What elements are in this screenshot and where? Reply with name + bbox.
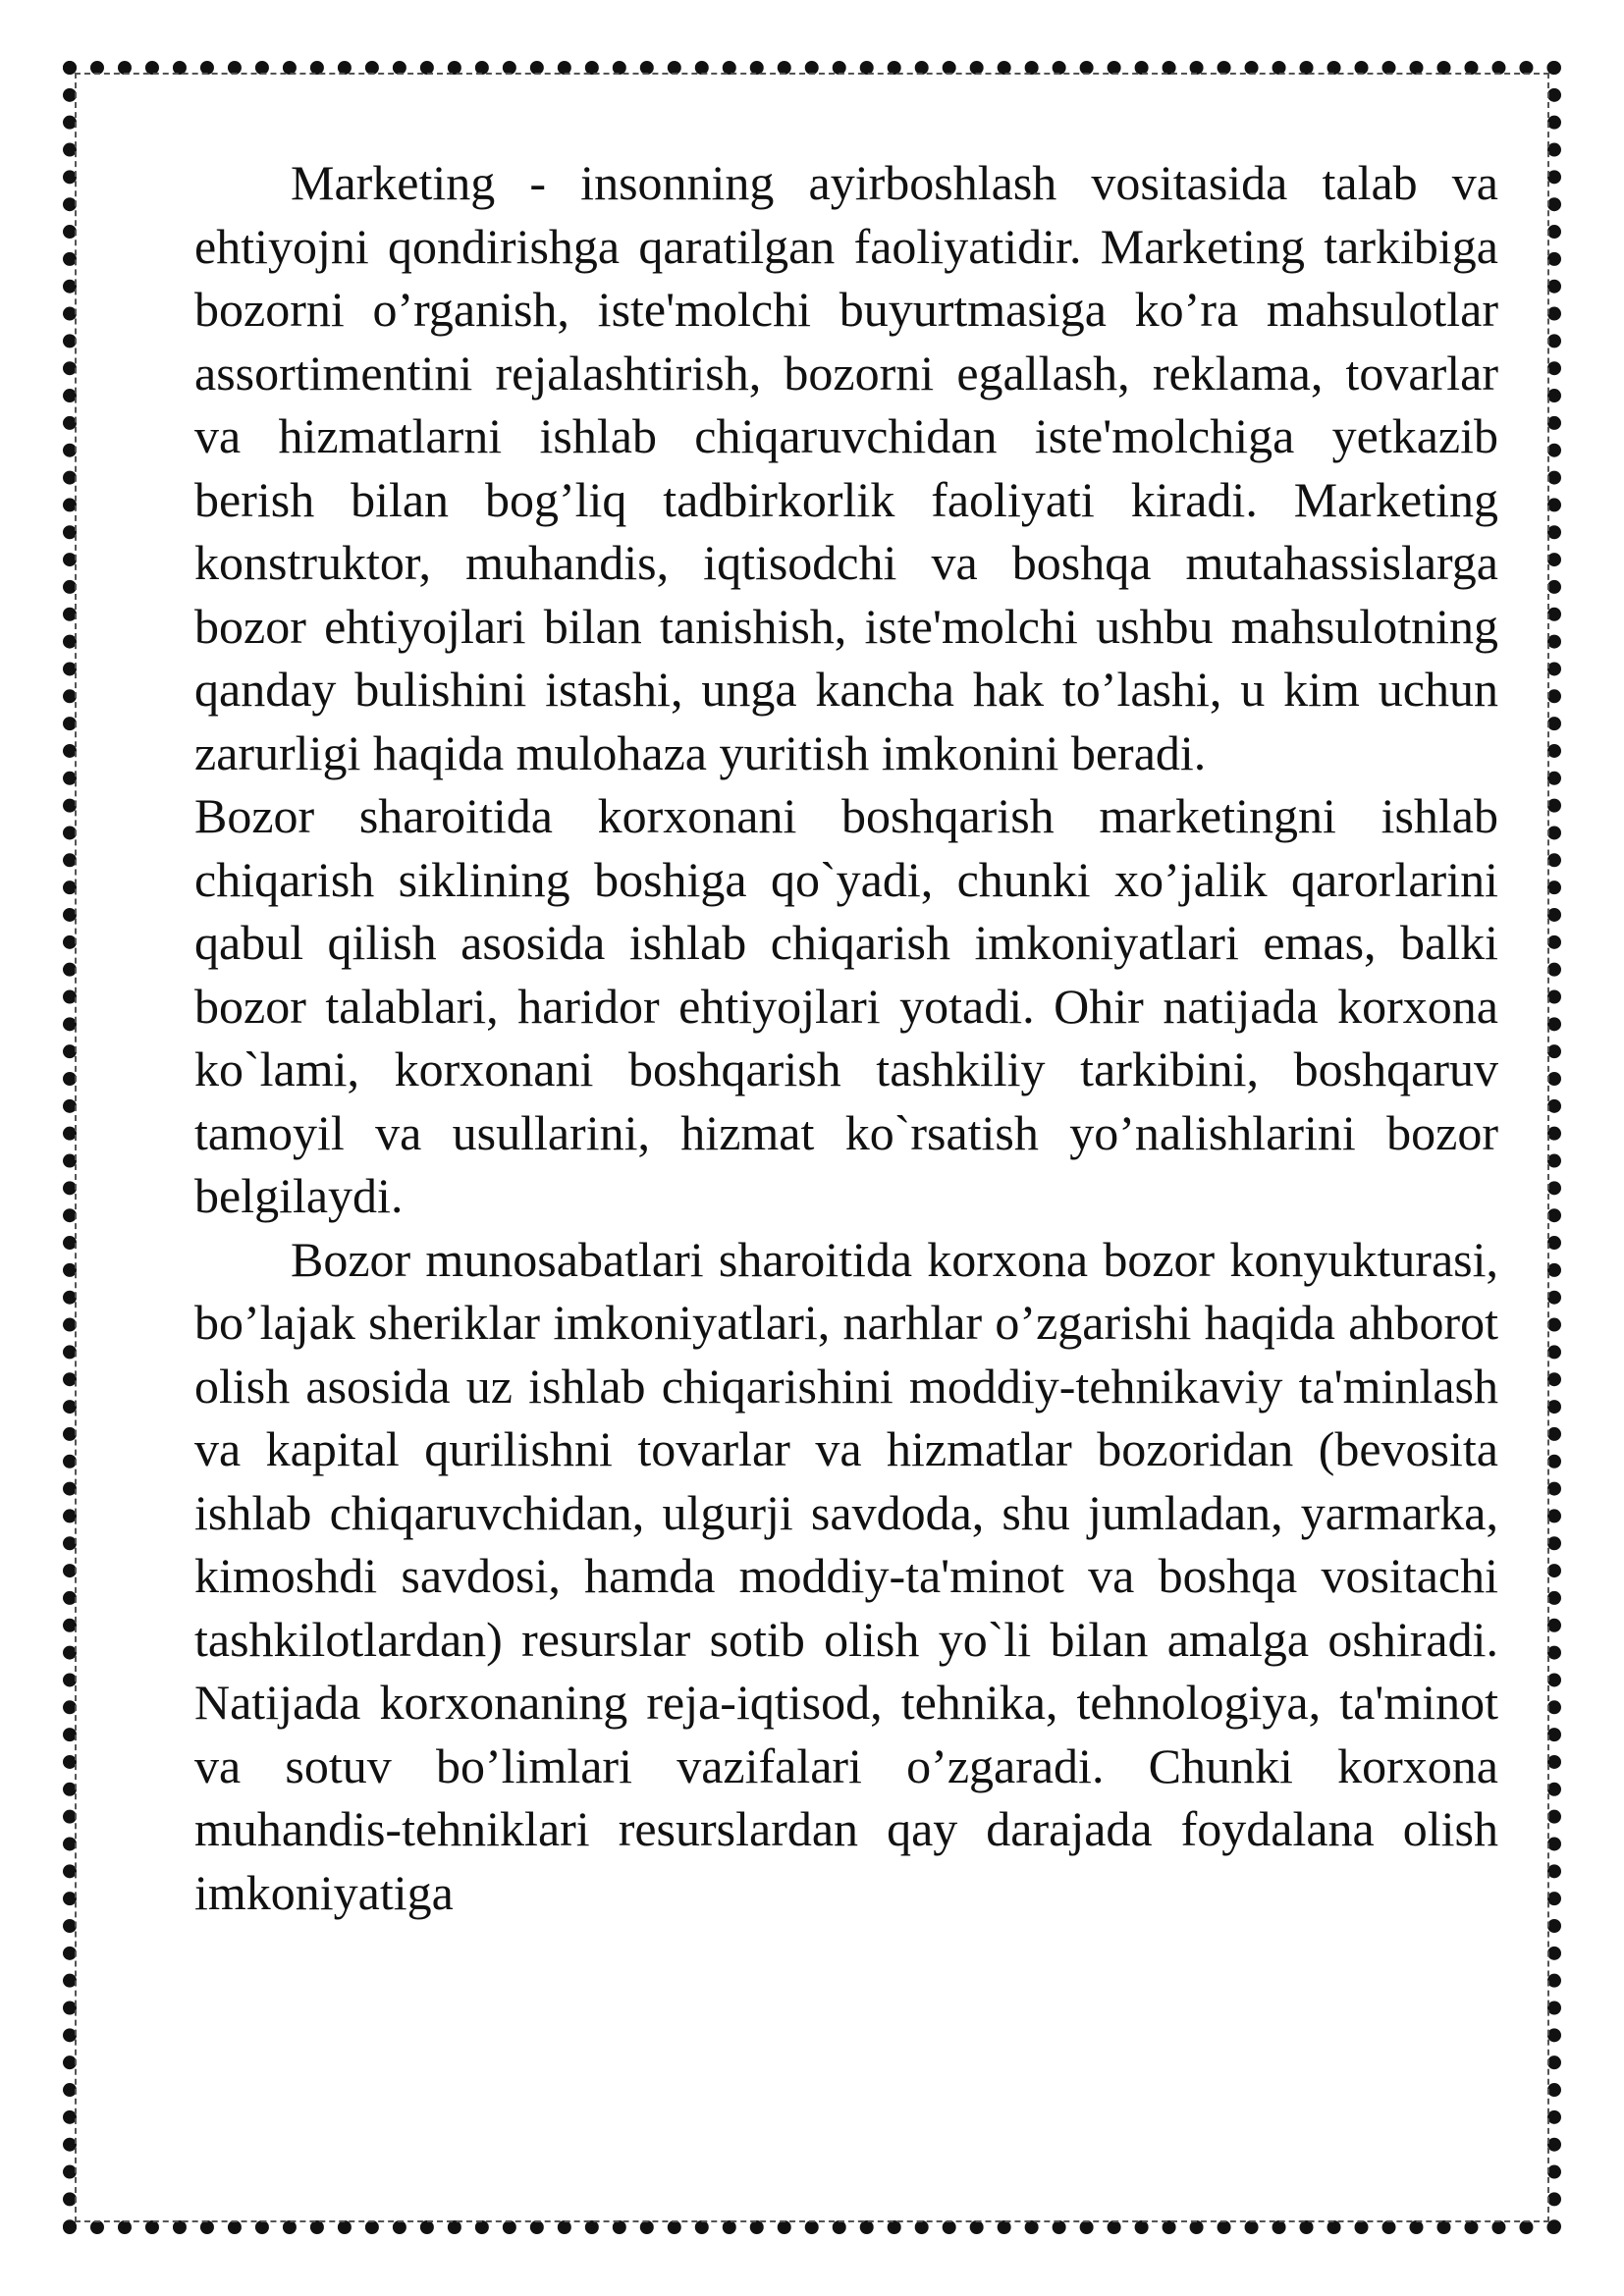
paragraph-3: Bozor munosabatlari sharoitida korxona bozor konyukturasi, bo’lajak sheriklar imkoniyatlari, narhlar o’zgarishi haqida ahborot olish asosida uz ishlab chiqarishini moddiy-tehnikaviy ta'minlash va kapital qurilishni tovarlar va hizmatlar bozoridan (bevosita ishlab chiqaruvchidan, ulgurji savdoda, shu jumladan, yarmarka, kimoshdi savdosi, hamda moddiy-ta'minot va boshqa vositachi tashkilotlardan) resurslar sotib olish yo`li bilan amalga oshiradi. Natijada korxonaning reja-iqtisod, tehnika, tehnologiya, ta'minot va sotuv bo’limlari vazifalari o’zgaradi. Chunki korxona muhandis-tehniklari resurslardan qay darajada foydalana olish imkoniyatiga	[194, 1231, 1498, 1920]
document-body	[194, 151, 1498, 1924]
paragraph-1: Marketing - insonning ayirboshlash vositasida talab va ehtiyojni qondirishga qaratilgan faoliyatidir. Marketing tarkibiga bozorni o’rganish, iste'molchi buyurtmasiga ko’ra mahsulotlar assortimentini rejalashtirish, bozorni egallash, reklama, tovarlar va hizmatlarni ishlab chiqaruvchidan iste'molchiga yetkazib berish bilan bog’liq tadbirkorlik faoliyati kiradi. Marketing konstruktor, muhandis, iqtisodchi va boshqa mutahassislarga bozor ehtiyojlari bilan tanishish, iste'molchi ushbu mahsulotning qanday bulishini istashi, unga kancha hak to’lashi, u kim uchun zarurligi haqida mulohaza yuritish imkonini beradi.	[194, 155, 1498, 780]
paragraph-2: Bozor sharoitida korxonani boshqarish marketingni ishlab chiqarish siklining boshiga qo`yadi, chunki xo’jalik qarorlarini qabul qilish asosida ishlab chiqarish imkoniyatlari emas, balki bozor talablari, haridor ehtiyojlari yotadi. Ohir natijada korxona ko`lami, korxonani boshqarish tashkiliy tarkibini, boshqaruv tamoyil va usullarini, hizmat ko`rsatish yo’nalishlarini bozor belgilaydi.	[194, 788, 1498, 1223]
